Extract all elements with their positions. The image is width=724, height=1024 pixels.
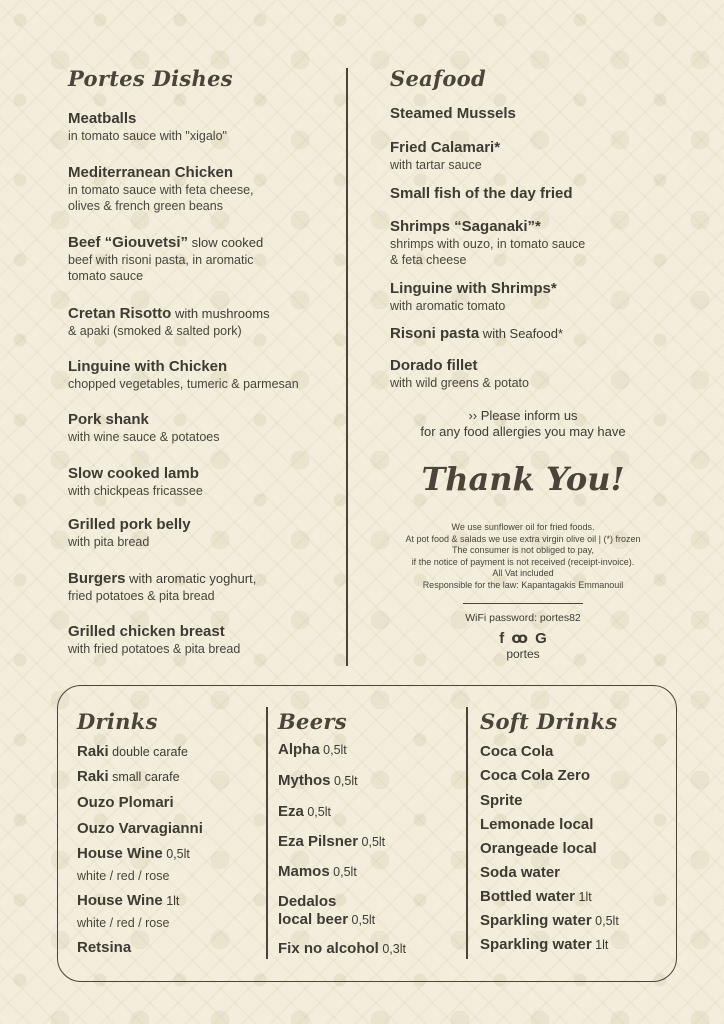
brand-name: portes xyxy=(506,647,540,661)
beer-item: Mamos 0,5lt xyxy=(278,863,357,880)
beer-item: Fix no alcohol 0,3lt xyxy=(278,940,406,957)
thank-you-title: Thank You! xyxy=(421,460,625,498)
drinks-heading: Drinks xyxy=(77,709,158,734)
menu-item: Linguine with Chicken chopped vegetables, tumeric & parmesan xyxy=(68,358,299,391)
legal-notes: We use sunflower oil for fried foods. At pot food & salads we use extra virgin olive oil | (*) frozen The consumer is not obliged to pay, if the notice of payment is not received (receipt-invoice). All Vat included Responsible for the law: Kapantagakis Emmanouil xyxy=(405,522,641,590)
soft-drink-item: Soda water xyxy=(480,864,561,881)
google-icon[interactable]: G xyxy=(535,630,547,647)
soft-drink-item: Sparkling water 0,5lt xyxy=(480,912,619,929)
soft-drink-item: Sprite xyxy=(480,792,523,809)
menu-item: Shrimps “Saganaki”* shrimps with ouzo, in tomato sauce & feta cheese xyxy=(390,218,586,267)
menu-item: Cretan Risotto with mushrooms & apaki (smoked & salted pork) xyxy=(68,305,270,338)
drink-item: Retsina xyxy=(77,939,132,956)
drink-item: Raki double carafe xyxy=(77,743,188,760)
column-divider xyxy=(346,68,348,666)
soft-drink-item: Coca Cola Zero xyxy=(480,767,591,784)
drinks-divider-1 xyxy=(266,707,268,959)
beer-item: Mythos 0,5lt xyxy=(278,772,358,789)
portes-heading: Portes Dishes xyxy=(68,66,233,91)
menu-item: Burgers with aromatic yoghurt, fried potatoes & pita bread xyxy=(68,570,257,603)
drink-item: Raki small carafe xyxy=(77,768,180,785)
menu-item: Beef “Giouvetsi” slow cooked beef with risoni pasta, in aromatic tomato sauce xyxy=(68,234,264,283)
facebook-icon[interactable]: f xyxy=(499,630,505,647)
menu-item: Grilled chicken breast with fried potatoes & pita bread xyxy=(68,623,241,656)
menu-item: Mediterranean Chicken in tomato sauce with feta cheese, olives & french green beans xyxy=(68,164,254,213)
soft-drink-item: Orangeade local xyxy=(480,840,597,857)
menu-item: Grilled pork belly with pita bread xyxy=(68,516,191,549)
menu-item: Slow cooked lamb with chickpeas fricassee xyxy=(68,465,203,498)
menu-item: Linguine with Shrimps* with aromatic tomato xyxy=(390,280,557,313)
drink-sub: white / red / rose xyxy=(77,869,170,883)
menu-item: Steamed Mussels xyxy=(390,105,516,122)
soft-drink-item: Lemonade local xyxy=(480,816,594,833)
seafood-heading: Seafood xyxy=(390,66,486,91)
soft-drink-item: Coca Cola xyxy=(480,743,554,760)
beer-item: Eza 0,5lt xyxy=(278,803,331,820)
menu-item: Fried Calamari* with tartar sauce xyxy=(390,139,501,172)
drink-item: House Wine 1lt xyxy=(77,892,180,909)
beer-item: Eza Pilsner 0,5lt xyxy=(278,833,386,850)
menu-item: Risoni pasta with Seafood* xyxy=(390,325,564,342)
menu-item: Small fish of the day fried xyxy=(390,185,573,202)
drink-sub: white / red / rose xyxy=(77,916,170,930)
soft-drink-item: Sparkling water 1lt xyxy=(480,936,609,953)
soft-drink-item: Bottled water 1lt xyxy=(480,888,592,905)
tripadvisor-icon[interactable]: ꝏ xyxy=(511,630,528,647)
beer-item: Alpha 0,5lt xyxy=(278,741,347,758)
social-icons xyxy=(480,629,566,647)
allergy-notice: ›› Please inform us for any food allergies you may have xyxy=(420,408,626,439)
drink-item: Ouzo Varvagianni xyxy=(77,820,203,837)
notes-divider xyxy=(463,603,583,604)
menu-item: Pork shank with wine sauce & potatoes xyxy=(68,411,220,444)
drink-item: House Wine 0,5lt xyxy=(77,845,190,862)
soft-drinks-heading: Soft Drinks xyxy=(480,709,618,734)
menu-item: Dorado fillet with wild greens & potato xyxy=(390,357,529,390)
menu-item: Meatballs in tomato sauce with "xigalo" xyxy=(68,110,227,143)
drinks-divider-2 xyxy=(466,707,468,959)
beers-heading: Beers xyxy=(278,709,347,734)
wifi-password: WiFi password: portes82 xyxy=(465,612,581,624)
drink-item: Ouzo Plomari xyxy=(77,794,174,811)
beer-item: Dedalos local beer 0,5lt xyxy=(278,893,376,928)
